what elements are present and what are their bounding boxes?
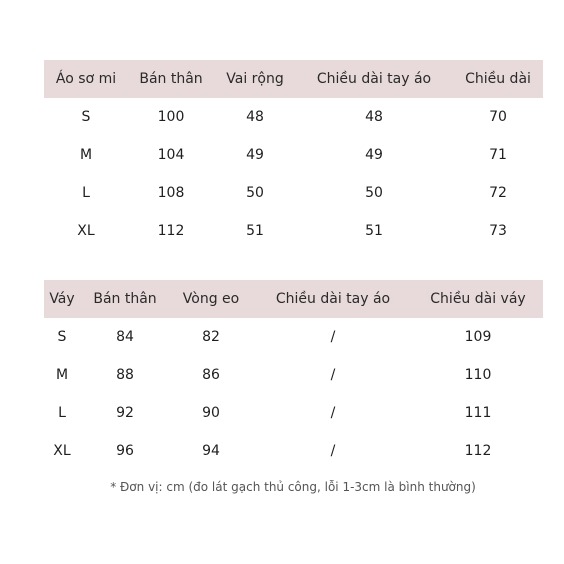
shirt-table-header [44,60,543,98]
table-cell: / [330,367,336,383]
table-cell: 48 [246,109,264,125]
header-cell: Chiều dài [465,71,531,87]
table-row [44,98,543,136]
table-cell: 88 [116,367,134,383]
skirt-size-table [44,280,543,470]
header-cell: Váy [49,291,75,307]
table-cell: 90 [202,405,220,421]
table-cell: 92 [116,405,134,421]
table-cell: 112 [464,443,492,459]
header-cell: Chiều dài tay áo [316,71,432,87]
table-row [44,356,543,394]
header-cell: Chiều dài tay áo [275,291,391,307]
table-cell: 72 [489,185,507,201]
header-cell: Bán thân [139,71,203,87]
table-cell: 51 [246,223,264,239]
size-cell: M [55,367,69,383]
size-cell: L [58,405,66,421]
table-cell: 73 [489,223,507,239]
measurement-footnote: * Đơn vị: cm (đo lát gạch thủ công, lỗi 1-3cm là bình thường) [110,480,476,494]
table-cell: 111 [464,405,492,421]
table-cell: 50 [365,185,383,201]
table-cell: 108 [157,185,185,201]
table-cell: 94 [202,443,220,459]
table-cell: 50 [246,185,264,201]
shirt-size-table [44,60,543,250]
table-cell: 104 [157,147,185,163]
table-cell: 51 [365,223,383,239]
table-cell: 86 [202,367,220,383]
size-cell: XL [77,223,95,239]
table-row [44,432,543,470]
table-cell: / [330,443,336,459]
skirt-table-header [44,280,543,318]
header-cell: Bán thân [93,291,157,307]
table-cell: 49 [365,147,383,163]
table-cell: 82 [202,329,220,345]
size-cell: L [82,185,90,201]
table-cell: 70 [489,109,507,125]
header-cell: Chiều dài váy [430,291,526,307]
size-cell: XL [53,443,71,459]
table-cell: 110 [464,367,492,383]
table-cell: 84 [116,329,134,345]
table-cell: / [330,405,336,421]
size-cell: S [81,109,91,125]
table-cell: / [330,329,336,345]
table-cell: 96 [116,443,134,459]
header-cell: Vòng eo [182,291,240,307]
table-cell: 71 [489,147,507,163]
header-cell: Vai rộng [226,71,284,87]
table-row [44,212,543,250]
table-cell: 49 [246,147,264,163]
table-cell: 48 [365,109,383,125]
table-row [44,318,543,356]
table-cell: 100 [157,109,185,125]
table-cell: 109 [464,329,492,345]
table-cell: 112 [157,223,185,239]
size-cell: S [57,329,67,345]
table-row [44,136,543,174]
header-cell: Áo sơ mi [55,71,117,87]
size-cell: M [79,147,93,163]
table-row [44,394,543,432]
table-row [44,174,543,212]
